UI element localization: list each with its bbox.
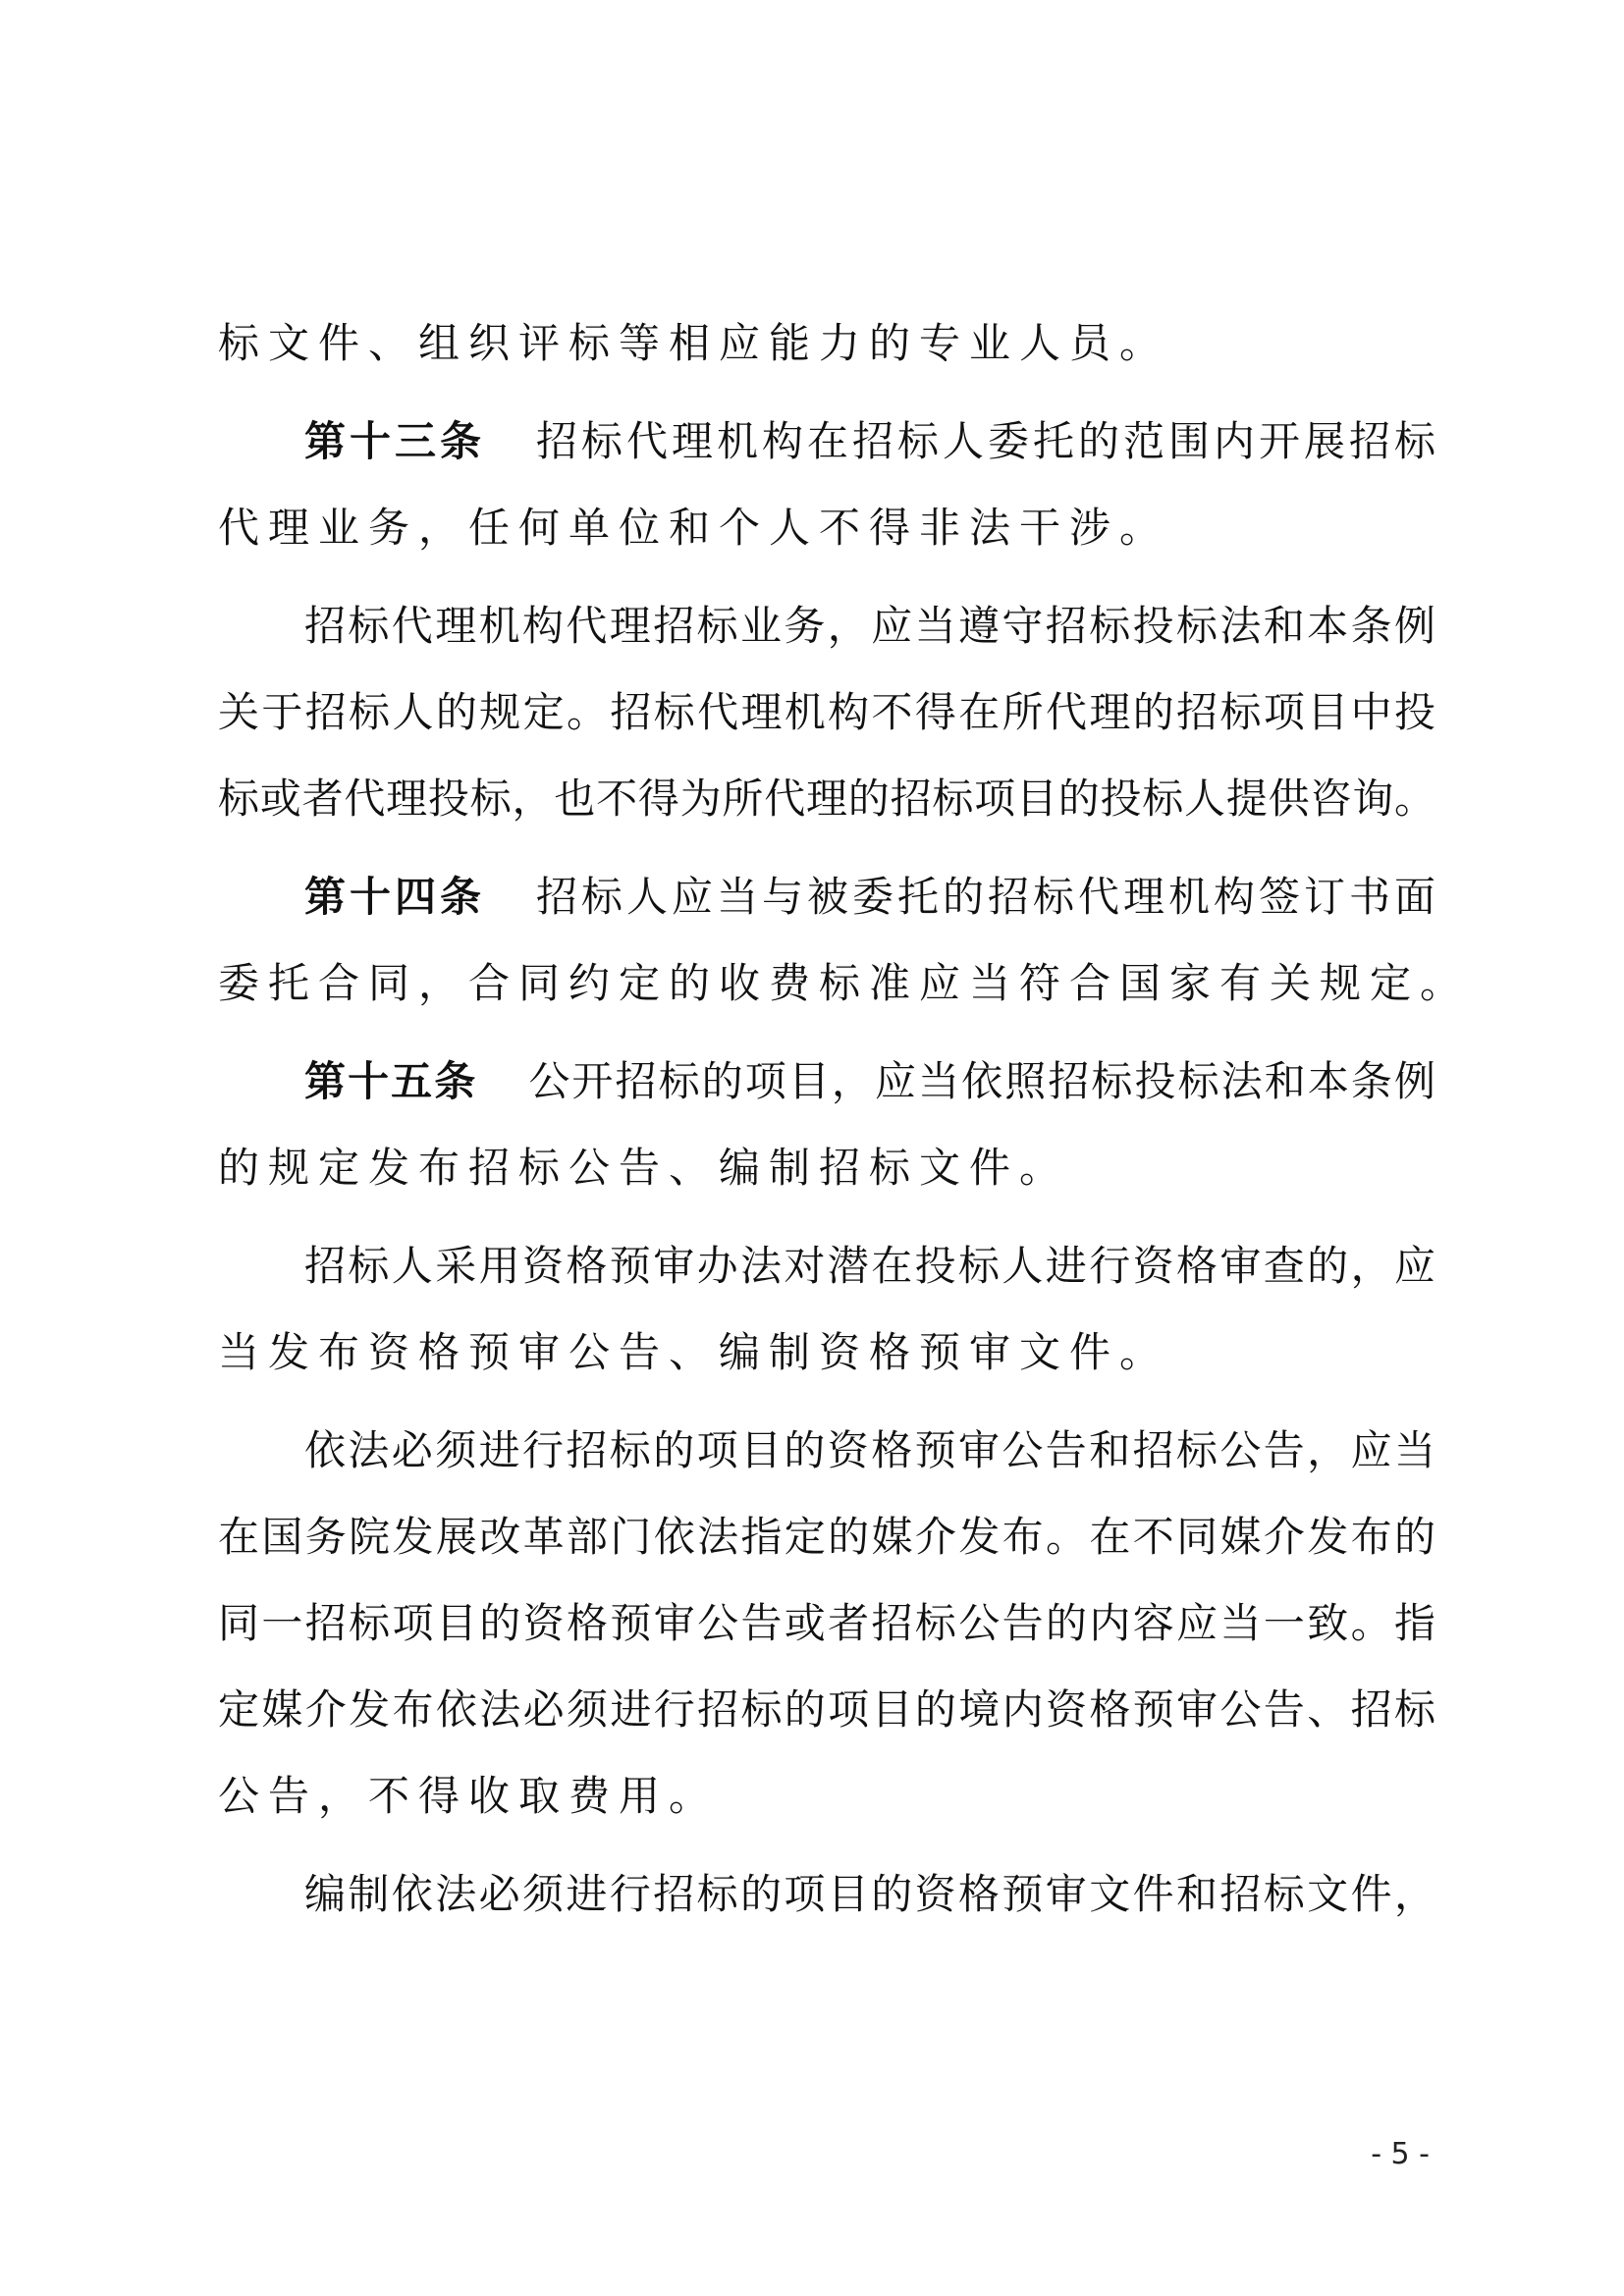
text-line [218, 316, 1435, 371]
text-line [304, 599, 1435, 654]
text-line [218, 1769, 1435, 1824]
text-line [218, 772, 1435, 827]
article-13-line [304, 414, 1435, 469]
article-heading: 第十四条 [304, 873, 485, 921]
article-14-line [304, 870, 1435, 925]
article-heading: 第十三条 [304, 417, 485, 465]
text-line [218, 1596, 1435, 1651]
article-15-line [304, 1054, 1435, 1109]
line-text: 编制依法必须进行招标的项目的资格预审文件和招标文件， [304, 1870, 1435, 1918]
line-text: 标文件、组织评标等相应能力的专业人员。 [218, 319, 1170, 367]
page-number: - 5 - [1371, 2137, 1430, 2171]
line-text: 招标代理机构代理招标业务，应当遵守招标投标法和本条例 [304, 602, 1435, 650]
text-line [218, 956, 1471, 1011]
text-line [218, 1325, 1435, 1380]
line-text: 招标人应当与被委托的招标代理机构签订书面 [536, 873, 1435, 921]
article-heading: 第十五条 [304, 1057, 478, 1105]
text-line [218, 685, 1435, 740]
line-text: 的规定发布招标公告、编制招标文件。 [218, 1144, 1070, 1192]
line-text: 委托合同，合同约定的收费标准应当符合国家有关规定。 [218, 959, 1471, 1007]
line-text: 在国务院发展改革部门依法指定的媒介发布。在不同媒介发布的 [218, 1513, 1435, 1561]
text-line [218, 1510, 1435, 1565]
line-text: 招标人采用资格预审办法对潜在投标人进行资格审查的，应 [304, 1242, 1435, 1290]
line-text: 当发布资格预审公告、编制资格预审文件。 [218, 1328, 1170, 1376]
line-text: 标或者代理投标，也不得为所代理的招标项目的投标人提供咨询。 [218, 774, 1435, 823]
text-line [304, 1867, 1435, 1922]
line-text: 代理业务，任何单位和个人不得非法干涉。 [218, 504, 1170, 552]
line-text: 定媒介发布依法必须进行招标的项目的境内资格预审公告、招标 [218, 1685, 1435, 1734]
text-line [218, 1141, 1435, 1196]
text-line [218, 501, 1435, 556]
line-text: 招标代理机构在招标人委托的范围内开展招标 [536, 417, 1435, 465]
text-line [304, 1423, 1435, 1478]
line-text: 关于招标人的规定。招标代理机构不得在所代理的招标项目中投 [218, 688, 1435, 736]
line-text: 依法必须进行招标的项目的资格预审公告和招标公告，应当 [304, 1426, 1435, 1474]
line-text: 公开招标的项目，应当依照招标投标法和本条例 [528, 1057, 1435, 1105]
text-line [218, 1682, 1435, 1737]
text-line [304, 1239, 1435, 1294]
line-text: 同一招标项目的资格预审公告或者招标公告的内容应当一致。指 [218, 1599, 1435, 1647]
line-text: 公告，不得收取费用。 [218, 1772, 720, 1820]
